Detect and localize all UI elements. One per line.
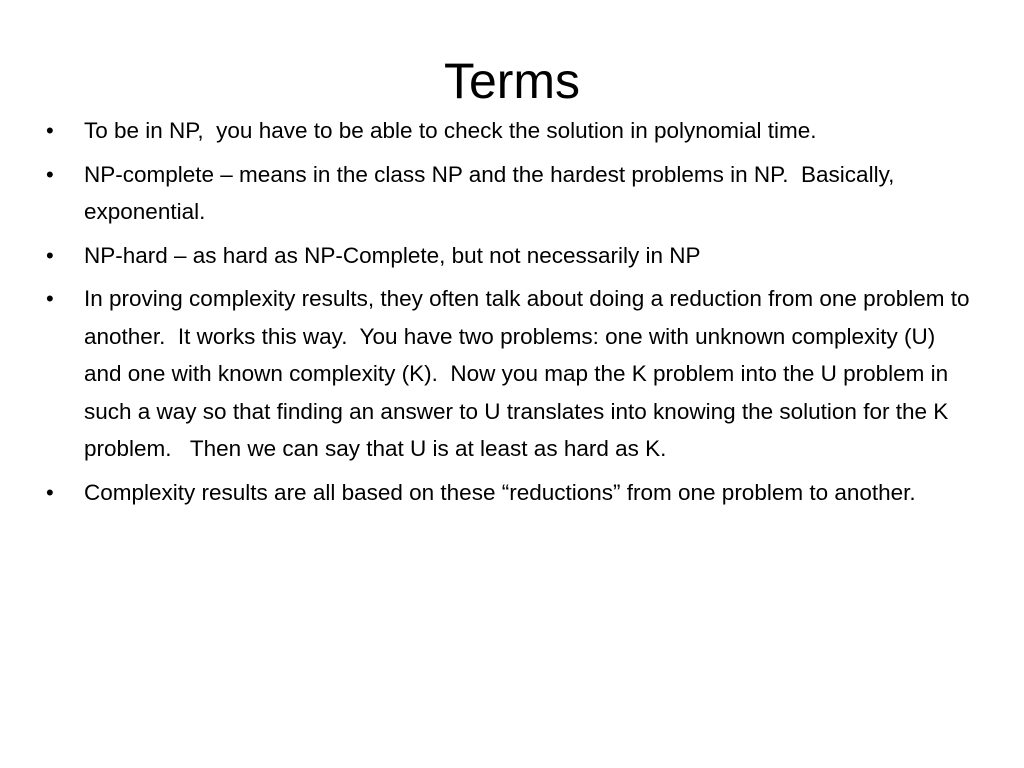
bullet-text: NP-hard – as hard as NP-Complete, but not necessarily in NP [84,242,701,268]
bullet-item [46,156,976,231]
bullet-icon: • [46,118,54,143]
bullet-icon: • [46,479,54,505]
bullet-icon: • [46,242,54,268]
bullet-text: Complexity results are all based on these “reductions” from one problem to another. [84,479,916,505]
slide-title: Terms [443,53,581,109]
bullet-item [46,237,976,275]
bullet-item [46,474,976,512]
bullet-item [46,112,976,150]
bullet-text: To be in NP, you have to be able to check the solution in polynomial time. [84,118,817,143]
bullet-icon: • [46,286,54,311]
bullet-text: In proving complexity results, they often talk about doing a reduction from one problem to another. It works this way. You have two problems: one with unknown complexity (U) and one with known complexity (K). Now you map the K problem into the U problem in such a way so that finding an answer to U translates into knowing the solution for the K problem. Then we can say that U is at least as hard as K. [84,286,976,461]
bullet-list [46,112,976,517]
bullet-icon: • [46,161,54,187]
bullet-text: NP-complete – means in the class NP and the hardest problems in NP. Basically, exponential. [84,161,901,224]
bullet-item [46,280,976,468]
